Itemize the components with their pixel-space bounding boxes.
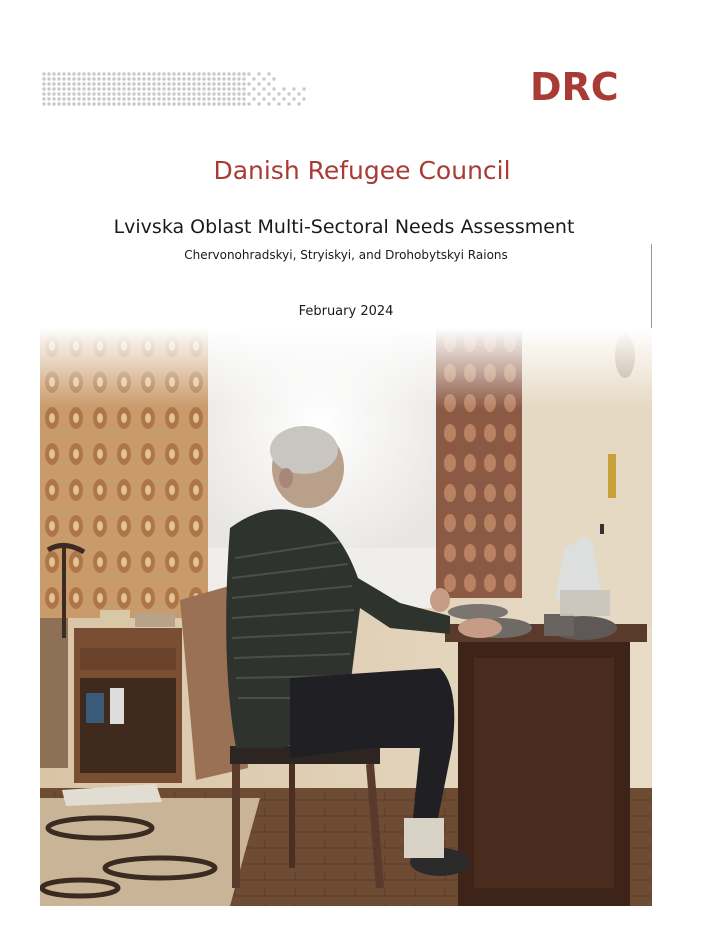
cover-photo (40, 328, 652, 906)
organization-title: Danish Refugee Council (213, 156, 511, 185)
dot-pattern-graphic (42, 72, 312, 108)
report-title: Lvivska Oblast Multi-Sectoral Needs Assessment (113, 216, 575, 238)
drc-logo: DRC (530, 65, 619, 109)
report-subtitle: Chervonohradskyi, Stryiskyi, and Drohobytskyi Raions (184, 248, 508, 262)
report-date: February 2024 (298, 304, 394, 319)
